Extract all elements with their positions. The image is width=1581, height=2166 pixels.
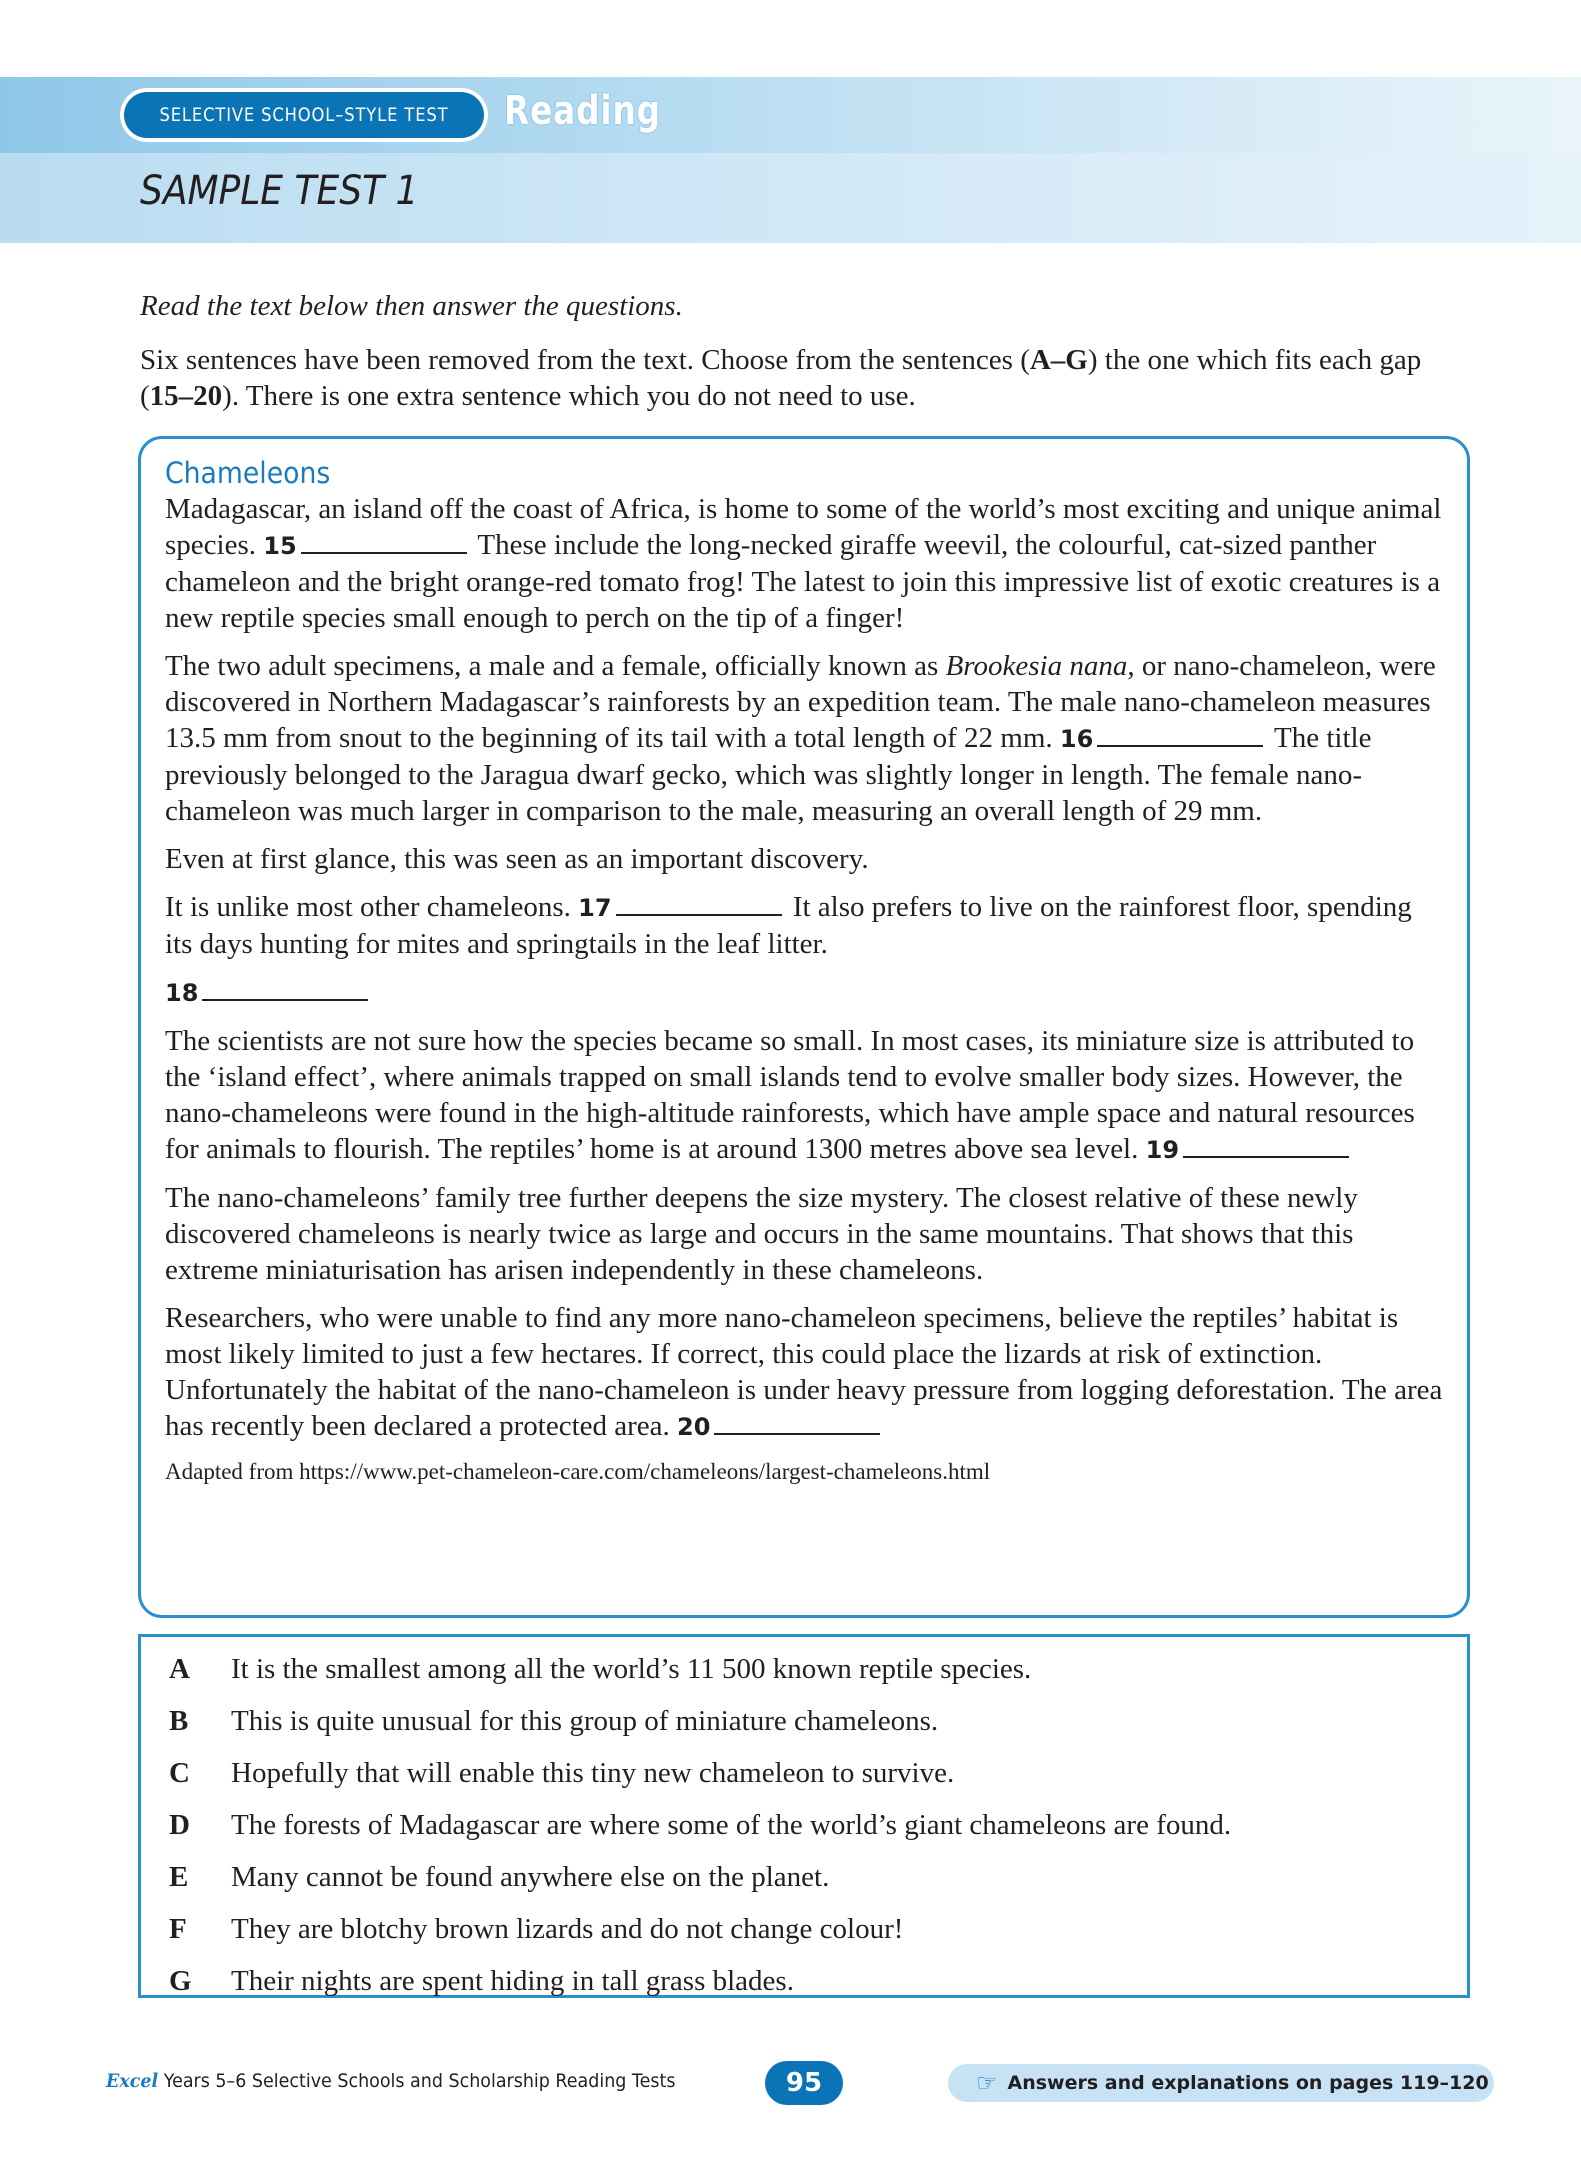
section-title: Reading xyxy=(504,88,661,134)
answer-gap-18[interactable] xyxy=(202,975,368,1001)
footer-book-title xyxy=(106,2070,675,2092)
passage-paragraph-3: Even at first glance, this was seen as an important discovery. xyxy=(165,843,869,875)
instruction-italic: Read the text below then answer the questions. xyxy=(140,290,683,322)
question-number-16: 16 xyxy=(1059,725,1094,753)
species-name: Brookesia nana xyxy=(945,650,1128,682)
answer-gap-19[interactable] xyxy=(1183,1132,1349,1158)
badge-label: SELECTIVE SCHOOL–STYLE TEST xyxy=(159,104,449,126)
option-letter: F xyxy=(169,1913,187,1945)
instruction-number-range: 15–20 xyxy=(149,380,223,412)
passage-title: Chameleons xyxy=(165,456,331,490)
option-text: They are blotchy brown lizards and do not change colour! xyxy=(231,1913,904,1945)
option-text: It is the smallest among all the world’s 11 500 known reptile species. xyxy=(231,1653,1032,1685)
option-letter: B xyxy=(169,1705,189,1737)
option-text: Hopefully that will enable this tiny new chameleon to survive. xyxy=(231,1757,955,1789)
answers-reference xyxy=(948,2064,1494,2102)
page-number: 95 xyxy=(765,2061,843,2105)
p7-a: Researchers, who were unable to find any more nano-chameleon specimens, believe the reptiles’ habitat is most likely limited to just a few hectares. If correct, this could place the lizards at risk of extinction. Unfortunately the habitat of the nano-chameleon is under heavy pressure from logging deforestation. The area has recently been declared a protected area. xyxy=(165,1302,1443,1442)
p2-a: The two adult specimens, a male and a female, officially known as xyxy=(165,650,939,682)
p2-c: The title previously belonged to the Jaragua dwarf gecko, which was slightly longer in length. The female nano-chameleon was much larger in comparison to the male, measuring an overall length of 29 mm. xyxy=(165,722,1372,827)
brand-logo: Excel xyxy=(106,2070,159,2092)
instruction-part2: ) the one which fits each gap ( xyxy=(140,344,1422,412)
p4-a: It is unlike most other chameleons. xyxy=(165,891,571,923)
answers-note: Answers and explanations on pages 119–120 xyxy=(1007,2072,1489,2094)
instruction-part1: Six sentences have been removed from the text. Choose from the sentences ( xyxy=(140,344,1030,376)
passage-box xyxy=(138,436,1470,1618)
question-number-15: 15 xyxy=(263,532,297,560)
question-number-20: 20 xyxy=(677,1413,711,1441)
options-box xyxy=(138,1634,1470,1998)
pointing-hand-icon: ☞ xyxy=(976,2069,998,2097)
instruction-text xyxy=(140,342,1440,414)
option-letter: E xyxy=(169,1861,189,1893)
p1-after: These include the long-necked giraffe weevil, the colourful, cat-sized panther chameleon and the bright orange-red tomato frog! The latest to join this impressive list of exotic creatures is a new reptile species small enough to perch on the tip of a finger! xyxy=(165,529,1441,634)
passage-paragraph-1 xyxy=(165,491,1445,636)
p5-a: The scientists are not sure how the species became so small. In most cases, its miniature size is attributed to the ‘island effect’, where animals trapped on small islands tend to evolve smaller body sizes. However, the nano-chameleons were found in the high-altitude rainforests, which have ample space and natural resources for animals to flourish. The reptiles’ home is at around 1300 metres above sea level. xyxy=(165,1025,1415,1165)
test-type-badge xyxy=(124,92,484,138)
option-d xyxy=(169,1799,1467,1851)
option-g xyxy=(169,1955,1467,2007)
option-text: Their nights are spent hiding in tall grass blades. xyxy=(231,1965,794,1997)
page-title: SAMPLE TEST 1 xyxy=(140,168,419,214)
passage-paragraph-7: The nano-chameleons’ family tree further deepens the size mystery. The closest relative of these newly discovered chameleons is nearly twice as large and occurs in the same mountains. That shows that this extreme miniaturisation has arisen independently in these chameleons. xyxy=(165,1182,1358,1286)
passage-paragraph-8 xyxy=(165,1300,1445,1445)
answer-gap-15[interactable] xyxy=(301,528,467,554)
passage-paragraph-6 xyxy=(165,1023,1445,1168)
p4-b: It also prefers to live on the rainforest floor, spending its days hunting for mites and springtails in the leaf litter. xyxy=(165,891,1412,960)
option-letter: C xyxy=(169,1757,190,1789)
option-letter: D xyxy=(169,1809,190,1841)
question-number-19: 19 xyxy=(1145,1136,1180,1164)
option-letter: G xyxy=(169,1965,192,1997)
option-e xyxy=(169,1851,1467,1903)
option-f xyxy=(169,1903,1467,1955)
option-text: The forests of Madagascar are where some of the world’s giant chameleons are found. xyxy=(231,1809,1232,1841)
book-title: Years 5–6 Selective Schools and Scholarship Reading Tests xyxy=(158,2070,676,2092)
passage-paragraph-2 xyxy=(165,648,1445,829)
passage-paragraph-5 xyxy=(165,974,1445,1011)
question-number-17: 17 xyxy=(578,894,612,922)
answer-gap-17[interactable] xyxy=(616,890,782,916)
option-a xyxy=(169,1643,1467,1695)
answer-gap-16[interactable] xyxy=(1097,721,1263,747)
instruction-letter-range: A–G xyxy=(1029,344,1088,376)
option-letter: A xyxy=(169,1653,190,1685)
question-number-18: 18 xyxy=(165,979,199,1007)
option-text: This is quite unusual for this group of miniature chameleons. xyxy=(231,1705,939,1737)
option-text: Many cannot be found anywhere else on the planet. xyxy=(231,1861,830,1893)
instruction-part3: ). There is one extra sentence which you do not need to use. xyxy=(222,380,916,412)
option-b xyxy=(169,1695,1467,1747)
passage-paragraph-4 xyxy=(165,889,1445,962)
source-citation: Adapted from https://www.pet-chameleon-care.com/chameleons/largest-chameleons.html xyxy=(165,1459,991,1484)
p1-before: Madagascar, an island off the coast of Africa, is home to some of the world’s most exciting and unique animal species. xyxy=(165,493,1442,561)
answer-gap-20[interactable] xyxy=(714,1409,880,1435)
option-c xyxy=(169,1747,1467,1799)
p2-b: , or nano-chameleon, were discovered in Northern Madagascar’s rainforests by an expedition team. The male nano-chameleon measures 13.5 mm from snout to the beginning of its tail with a total length of 22 mm. xyxy=(165,650,1436,754)
